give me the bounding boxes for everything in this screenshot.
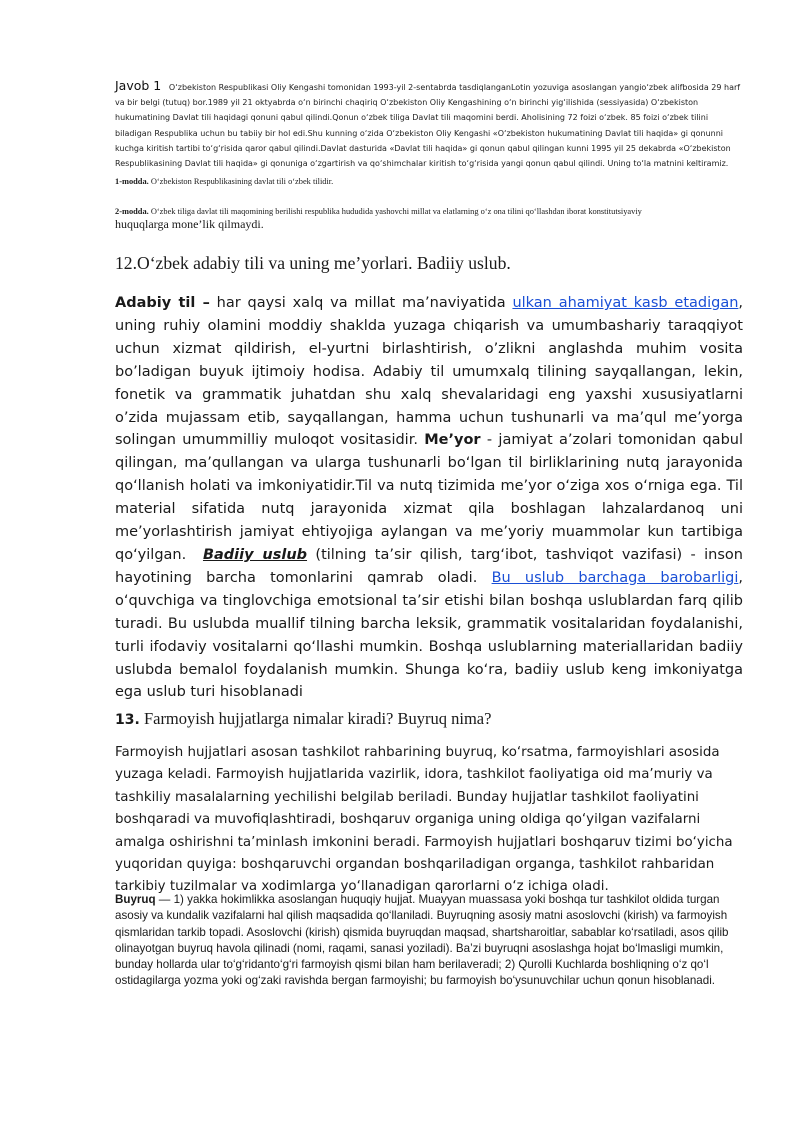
buyruq-text: — 1) yakka hokimlikka asoslangan huquqiy hujjat. Muayyan muassasa yoki boshqa tur tashkilot oldida turgan asosiy va kundalik vazifalarni hal qilish maqsadida qo‘llaniladi. Buyruqning asosiy matni asoslovchi (kirish) va farmoyish qismlaridan tarkib topadi. Asoslovchi (kirish) qismida buyruqdan maqsad, shartsharoitlar, sabablar ko‘rsatiladi, asos qilib olinayotgan buyruq havola qilinadi (nomi, raqami, sanasi yoziladi). Ba’zi buyruqni asoslashga hojat bo‘lmasligi mumkin, bunday hollarda ular to‘g‘ridanto‘g‘ri farmoyish qismi bilan ham berilaveradi; 2) Qurolli Kuchlarda boshliqning o‘z qo‘l ostidagilarga yozma yoki og‘zaki ravishda bergan farmoyishi; bu farmoyish bo‘ysunuvchilar uchun qonun hisoblanadi.	[115, 893, 729, 988]
term-buyruq: Buyruq	[115, 893, 156, 906]
modda-2-text: O‘zbek tiliga davlat tili maqomining berilishi respublika hududida yashovchi millat va elatlarning o‘z ona tilini qo‘llashdan iborat konstitutsiyaviy	[148, 207, 642, 216]
modda-1-text: O‘zbekiston Respublikasining davlat tili o‘zbek tilidir.	[148, 177, 334, 186]
text-run: har qaysi xalq va millat ma’naviyatida	[209, 295, 513, 311]
modda-2-text-end: huquqlarga mone’lik qilmaydi.	[115, 217, 264, 231]
modda-1-label: 1-modda.	[115, 177, 149, 186]
text-run: (tilning ta’sir qilish, targ‘ibot, tashviqot vazifasi) - inson hayotining barcha tomonlarini qamrab oladi.	[115, 546, 743, 586]
buyruq-paragraph	[115, 892, 743, 990]
javob-text: O‘zbekiston Respublikasi Oliy Kengashi tomonidan 1993-yil 2-sentabrda tasdiqlanganLotin yozuviga asoslangan yangio‘zbek alifbosida 29 harf va bir belgi (tutuq) bor.1989 yil 21 oktyabrda o‘n birinchi chaqiriq O‘zbekiston Oliy Kengashining o‘n birinchi yig‘ilishida (sessiyasida) O‘zbekiston hukumatining Davlat tili haqidagi qonuni qabul qilindi.Qonun o‘zbek tiliga Davlat tili maqomini berdi. Aholisining 72 foizi o‘zbek. 85 foizi o‘zbek tilini biladigan Respublika uchun bu tabiiy bir hol edi.Shu kunning o‘zida O‘zbekiston Oliy Kengashi «O‘zbekiston hukumatining Davlat tili haqida» gi qonunni kuchga kiritish tartibi to‘g‘risida qaror qabul qilindi.Davlat dasturida «Davlat tili haqida» gi qonun qabul qilingan kunni 1995 yil 25 dekabrda «O‘zbekiston Respublikasining Davlat tili haqida» gi qonuniga o‘zgartirish va qo‘shimchalar kiritish to‘g‘risida yangi qonun qabul qilindi. Uning to‘la matnini keltiramiz.	[115, 83, 741, 169]
section-12-heading: 12.O‘zbek adabiy tili va uning me’yorlari. Badiiy uslub.	[115, 253, 511, 273]
link-bu-uslub[interactable]: Bu uslub barchaga barobarligi	[491, 569, 739, 586]
modda-2-label: 2-modda.	[115, 207, 149, 216]
link-ulkan-ahamiyat[interactable]: ulkan ahamiyat kasb etadigan	[512, 295, 739, 311]
term-adabiy-til: Adabiy til –	[115, 295, 210, 311]
section-12-paragraph	[115, 292, 743, 704]
modda-2	[115, 205, 743, 232]
section-13-heading	[115, 708, 743, 731]
section-13-number: 13.	[115, 712, 140, 728]
javob-paragraph	[115, 78, 743, 171]
modda-1	[115, 175, 743, 188]
section-13-paragraph: Farmoyish hujjatlari asosan tashkilot rahbarining buyruq, ko‘rsatma, farmoyishlari asosida yuzaga keladi. Farmoyish hujjatlarida vazirlik, idora, tashkilot faoliyatiga oid ma’muriy va tashkiliy masalalarning yechilishi belgilab beriladi. Bunday hujjatlar tashkilot faoliyatini boshqaradi va muvofiqlashtiradi, boshqaruv organiga uning oldiga qo‘yilgan vazifalarni amalga oshirishni ta’minlash imkonini beradi. Farmoyish hujjatlari boshqaruv tizimi bo‘yicha yuqoridan quyiga: boshqaruvchi organdan boshqariladigan organga, tashkilot rahbaridan tarkibiy tuzilmalar va xodimlarga yo‘llanadigan qarorlarni o‘z ichiga oladi.	[115, 745, 733, 895]
text-run: , o‘quvchiga va tinglovchiga emotsional ta’sir etishi bilan boshqa uslublardan farq qilib turadi. Bu uslubda muallif tilning barcha leksik, grammatik vositalaridan foydalanishi, turli ifodaviy vositalarni qo‘llashi mumkin. Boshqa uslublarning materiallaridan badiiy uslubda bemalol foydalanish mumkin. Shunga ko‘ra, badiiy uslub keng imkoniyatga ega uslub turi hisoblanadi	[115, 569, 743, 701]
text-run: - jamiyat a’zolari tomonidan qabul qilingan, ma’qullangan va ularga tushunarli bo‘lgan til birliklarining nutq jarayonida qo‘llanish holati va imkoniyatidir.Til va nutq tizimida me’yor o‘ziga xos o‘rniga ega. Til material sifatida nutq jarayonida xizmat qila boshlagan lahzalardanoq uni me’yorlashtirish jamiyat ehtiyojiga aylangan va me’yoriy muammolar kun tartibiga qo‘yilgan.	[115, 432, 743, 563]
javob-label: Javob 1	[115, 78, 162, 93]
term-meyor: Me’yor	[424, 432, 481, 449]
section-13-title: Farmoyish hujjatlarga nimalar kiradi? Buyruq nima?	[139, 709, 492, 728]
text-run: , uning ruhiy olamini moddiy shaklda yuzaga chiqarish va umumbashariy taraqqiyot uchun xizmat qildirish, el-yurtni birlashtirish, o’zlikni anglashda muhim vosita bo’ladigan buyuk ijtimoiy hodisa. Adabiy til umumxalq tilining sayqallangan, lekin, fonetik va grammatik juhatdan shu xalq shevalaridagi eng yaxshi xususiyatlarni o’zida mujassam etib, sayqallangan, hamma uchun tushunarli va ma’qul me’yorga solingan umummilliy muloqot vositasidir.	[115, 295, 744, 449]
term-badiiy-uslub: Badiiy uslub	[202, 546, 308, 563]
